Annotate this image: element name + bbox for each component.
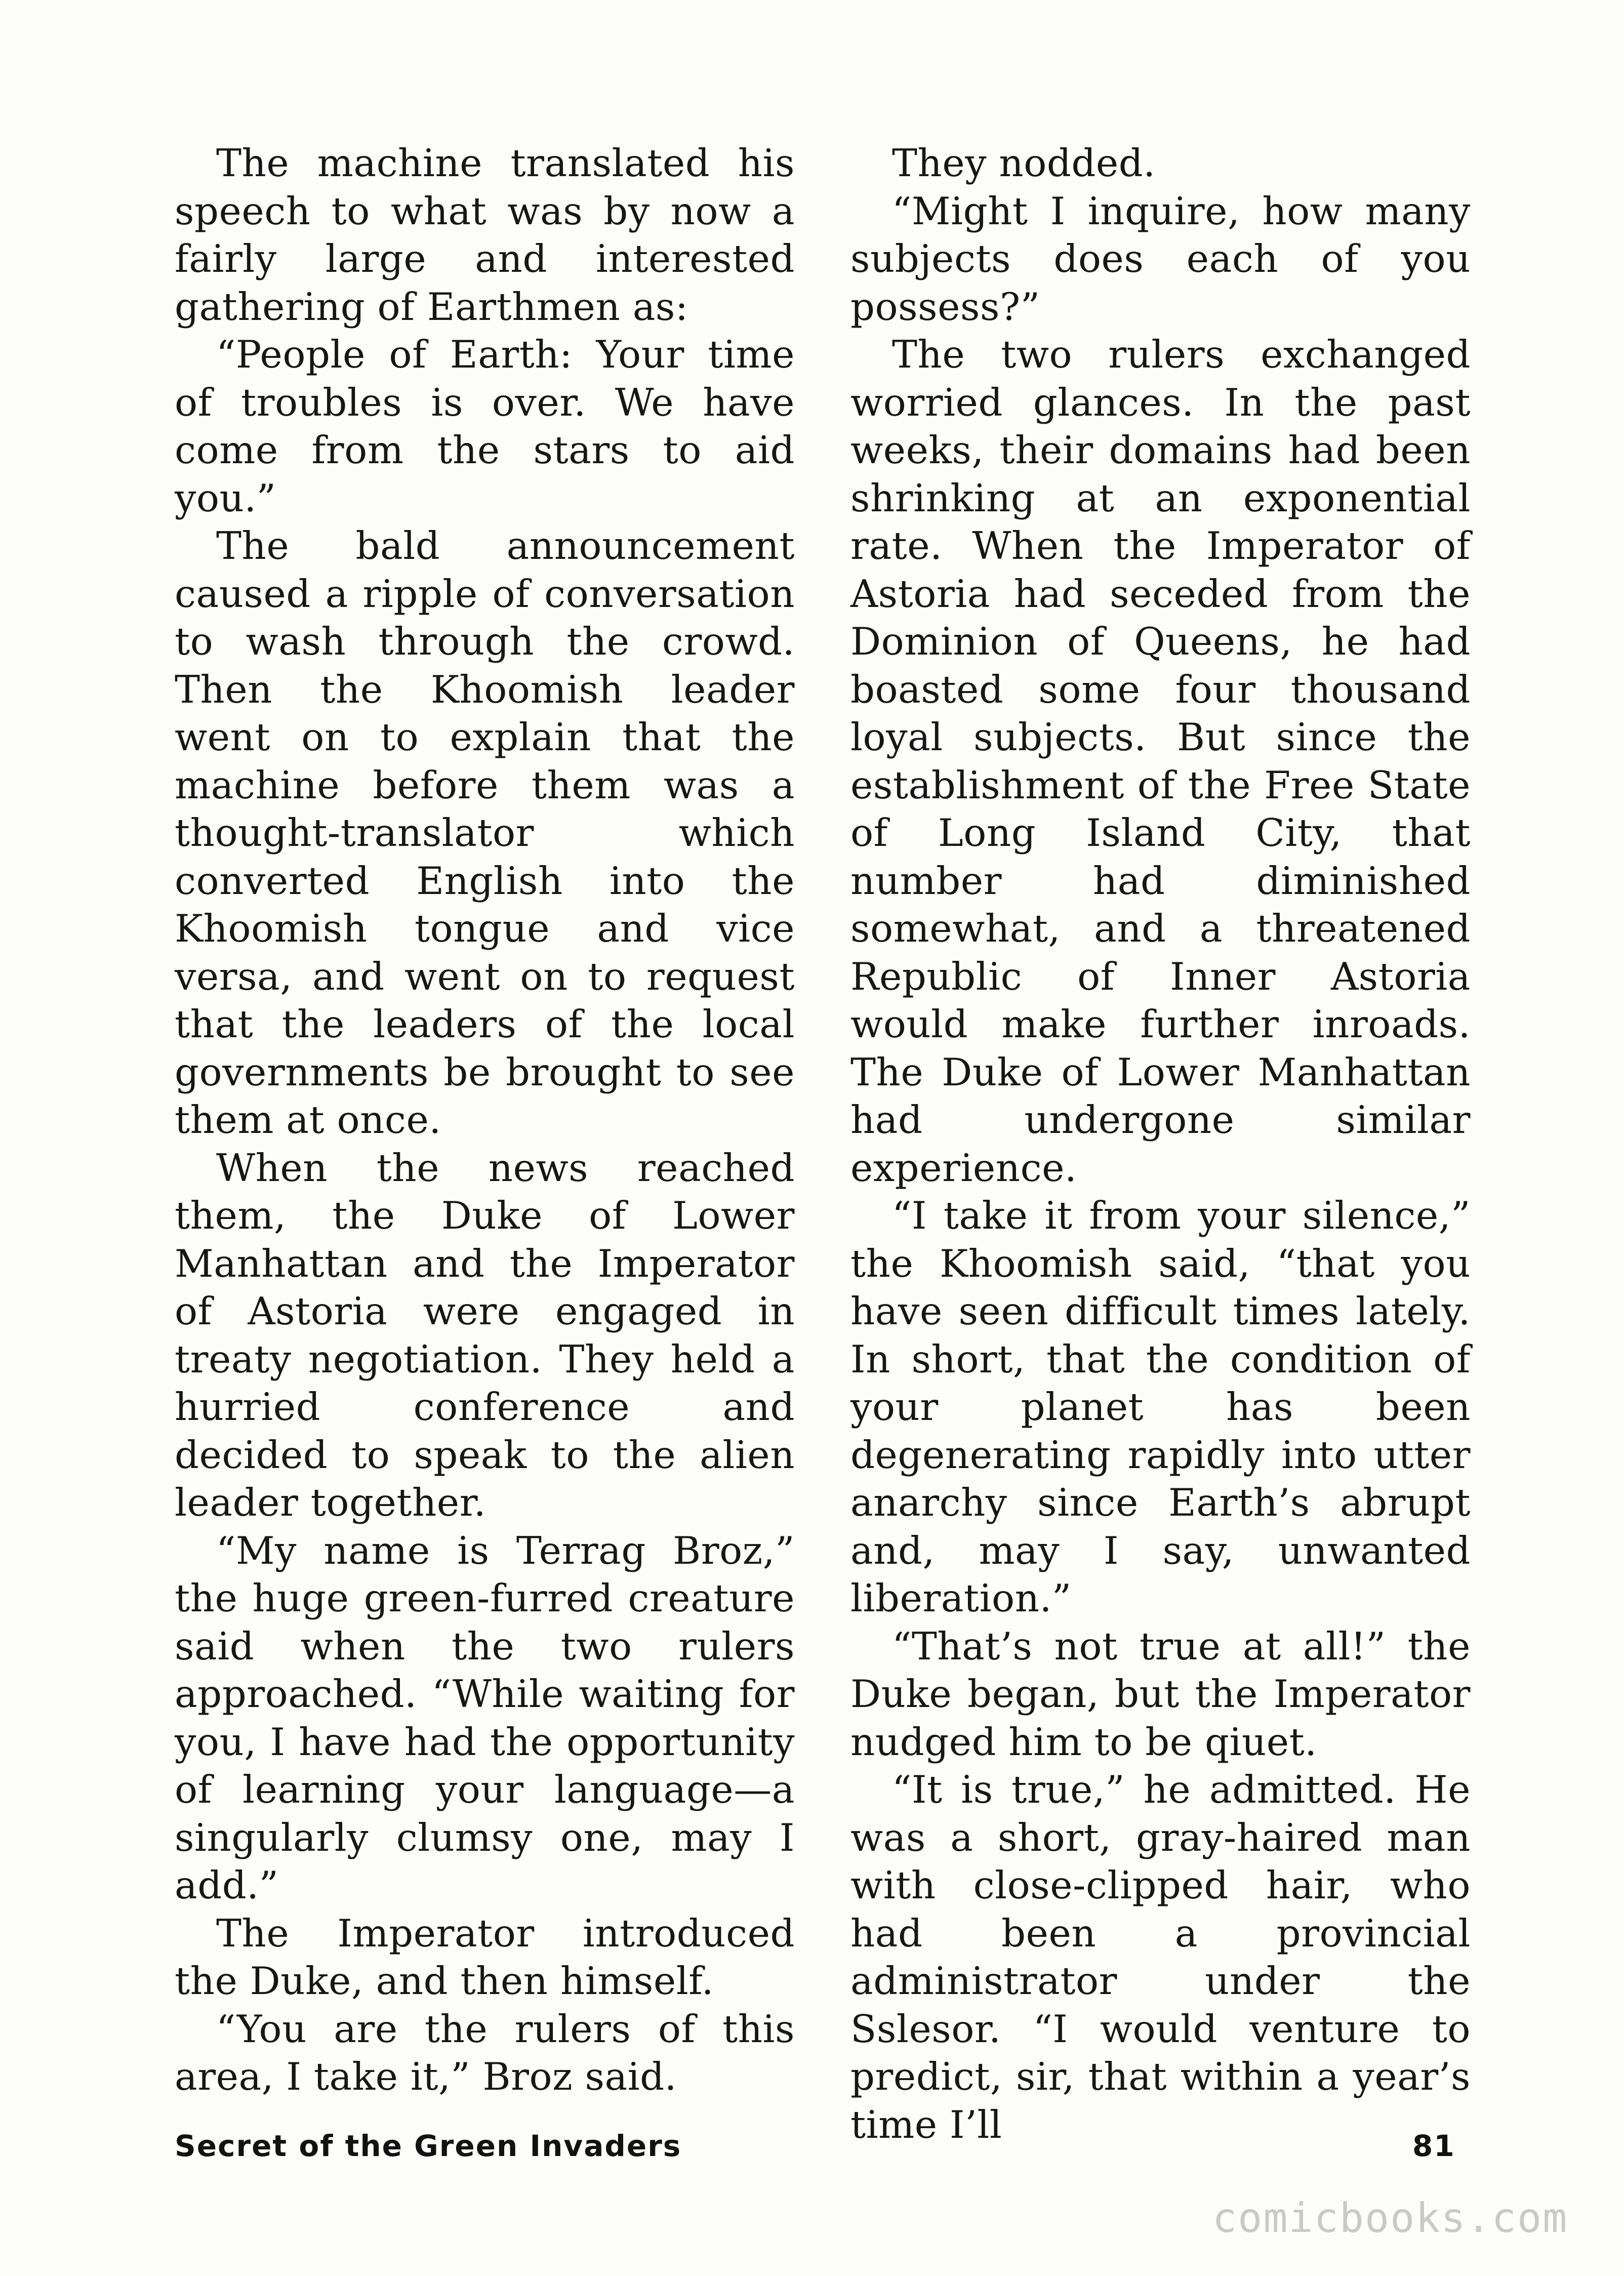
paragraph: They nodded. xyxy=(892,141,1156,185)
paragraph: The two rulers exchanged worried glances. In the past weeks, their domains had been shrinking at an exponential rate. When the Imperator of Astoria had seceded from the Dominion of Queens, he had boasted some four thousand loyal subjects. But since the establishment of the Free State of Long Island City, that number had diminished somewhat, and a threatened Republic of Inner Astoria would make further inroads. The Duke of Lower Manhattan had undergone similar experience. xyxy=(850,332,1471,1190)
paragraph: “Might I inquire, how many subjects does each of you possess?” xyxy=(850,188,1471,329)
paragraph: “People of Earth: Your time of troubles is over. We have come from the stars to aid you.” xyxy=(175,332,795,520)
paragraph: The machine translated his speech to what was by now a fairly large and interested gathering of Earthmen as: xyxy=(175,141,795,329)
page-number: 81 xyxy=(1412,2129,1455,2163)
right-text-column xyxy=(850,139,1471,2148)
paragraph: The Imperator introduced the Duke, and then himself. xyxy=(175,1911,795,2003)
left-text-column xyxy=(175,139,795,2101)
paragraph: “I take it from your silence,” the Khoomish said, “that you have seen difficult times lately. In short, that the condition of your planet has been degenerating rapidly into utter anarchy since Earth’s abrupt and, may I say, unwanted liberation.” xyxy=(850,1193,1471,1620)
paragraph: “You are the rulers of this area, I take it,” Broz said. xyxy=(175,2006,795,2099)
paragraph: “It is true,” he admitted. He was a short, gray-haired man with close-clipped hair, who had been a provincial administrator under the Sslesor. “I would venture to predict, sir, that within a year’s time I’ll xyxy=(850,1767,1471,2147)
site-watermark: comicbooks.com xyxy=(1212,2194,1568,2242)
running-footer-title: Secret of the Green Invaders xyxy=(175,2129,682,2163)
paragraph: When the news reached them, the Duke of Lower Manhattan and the Imperator of Astoria were engaged in treaty negotiation. They held a hurried conference and decided to speak to the alien leader together. xyxy=(175,1145,795,1525)
paragraph: The bald announcement caused a ripple of conversation to wash through the crowd. Then the Khoomish leader went on to explain that the machine before them was a thought-translator which converted English into the Khoomish tongue and vice versa, and went on to request that the leaders of the local governments be brought to see them at once. xyxy=(175,523,795,1142)
paragraph: “That’s not true at all!” the Duke began, but the Imperator nudged him to be qiuet. xyxy=(850,1623,1471,1764)
paragraph: “My name is Terrag Broz,” the huge green-furred creature said when the two rulers approached. “While waiting for you, I have had the opportunity of learning your language—a singularly clumsy one, may I add.” xyxy=(175,1528,795,1907)
